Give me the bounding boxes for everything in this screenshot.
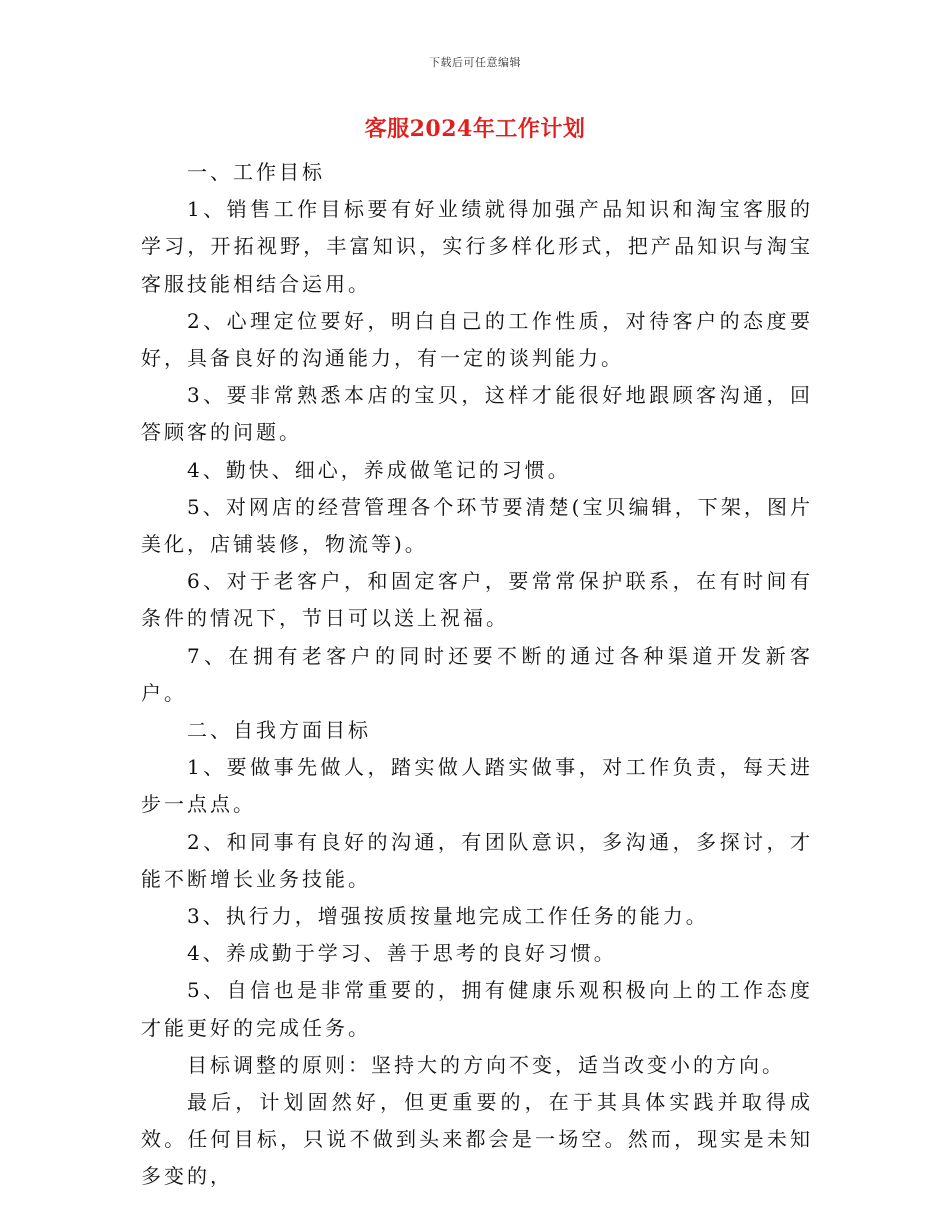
paragraph: 4、勤快、细心，养成做笔记的习惯。: [187, 457, 571, 482]
paragraph: 6、对于老客户，和固定客户，要常常保护联系，在有时间有条件的情况下，节日可以送上祝福。: [141, 569, 813, 631]
document-body: [141, 154, 813, 1196]
section-heading-work-goals: 一、工作目标: [187, 160, 325, 184]
paragraph: 3、执行力，增强按质按量地完成工作任务的能力。: [187, 904, 709, 929]
paragraph: 7、在拥有老客户的同时还要不断的通过各种渠道开发新客户。: [141, 643, 813, 705]
header-note: 下载后可任意编辑: [429, 56, 521, 69]
paragraph: 5、自信也是非常重要的，拥有健康乐观积极向上的工作态度才能更好的完成任务。: [141, 978, 813, 1040]
paragraph: 4、养成勤于学习、善于思考的良好习惯。: [187, 941, 617, 966]
paragraph: 3、要非常熟悉本店的宝贝，这样才能很好地跟顾客沟通，回答顾客的问题。: [141, 383, 813, 445]
paragraph: 2、和同事有良好的沟通，有团队意识，多沟通，多探讨，才能不断增长业务技能。: [141, 829, 813, 891]
paragraph: 1、要做事先做人，踏实做人踏实做事，对工作负责，每天进步一点点。: [141, 755, 813, 817]
paragraph: 1、销售工作目标要有好业绩就得加强产品知识和淘宝客服的学习，开拓视野，丰富知识，实行多样化形式，把产品知识与淘宝客服技能相结合运用。: [141, 197, 813, 296]
paragraph: 目标调整的原则：坚持大的方向不变，适当改变小的方向。: [187, 1052, 785, 1077]
paragraph: 5、对网店的经营管理各个环节要清楚(宝贝编辑，下架，图片美化，店铺装修，物流等)。: [141, 494, 813, 557]
section-heading-self-goals: 二、自我方面目标: [187, 718, 371, 743]
paragraph: 2、心理定位要好，明白自己的工作性质，对待客户的态度要好，具备良好的沟通能力，有一定的谈判能力。: [141, 308, 813, 371]
document-title: 客服2024年工作计划: [364, 116, 586, 142]
paragraph: 最后，计划固然好，但更重要的，在于其具体实践并取得成效。任何目标，只说不做到头来都会是一场空。然而，现实是未知多变的，: [141, 1090, 813, 1189]
